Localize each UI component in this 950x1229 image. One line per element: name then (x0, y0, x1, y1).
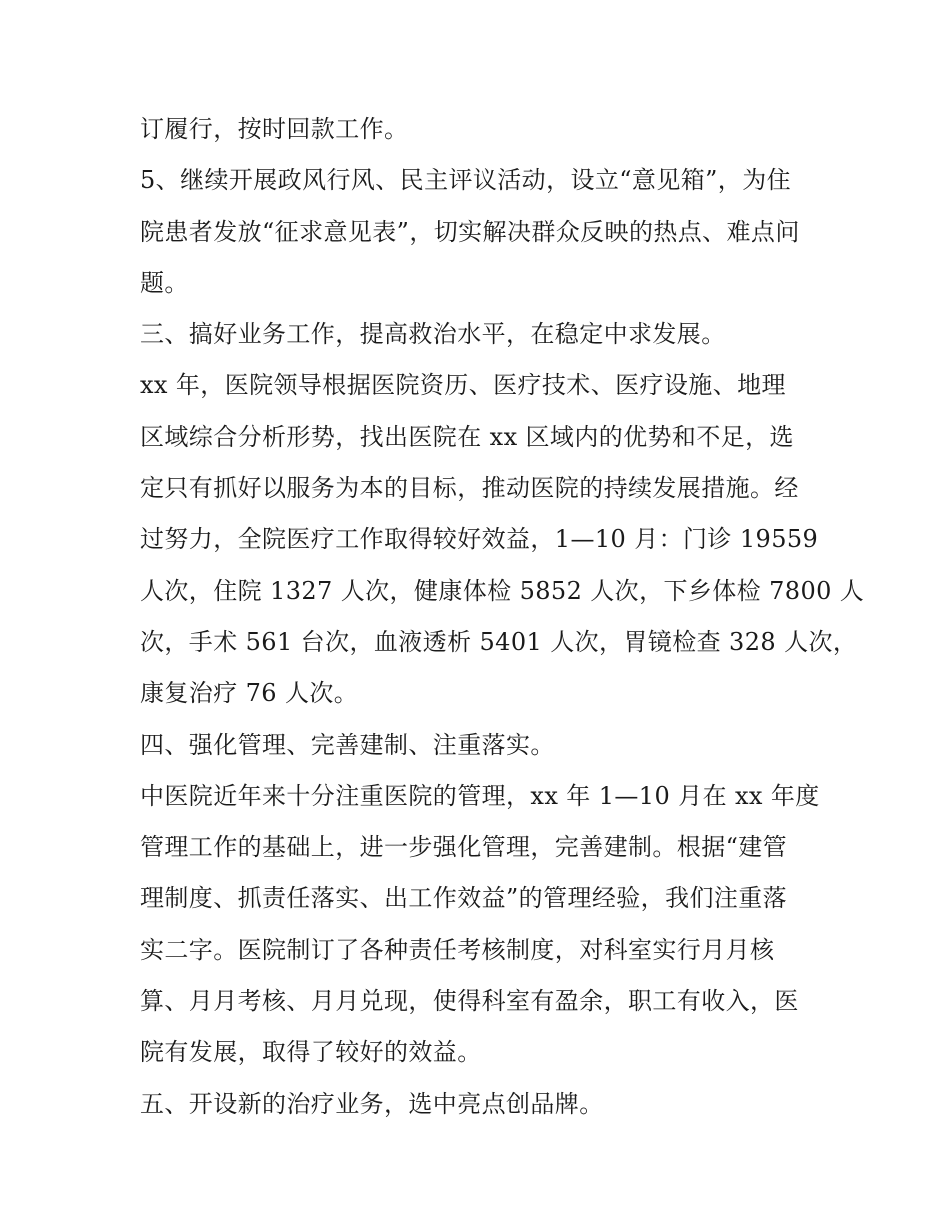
text-line: xx 年，医院领导根据医院资历、医疗技术、医疗设施、地理 (140, 371, 786, 400)
section-heading: 四、强化管理、完善建制、注重落实。 (140, 730, 555, 759)
text-line: 过努力，全院医疗工作取得较好效益，1—10 月：门诊 19559 (140, 525, 819, 554)
text-line: 5、继续开展政风行风、民主评议活动，设立“意见箱”，为住 (140, 166, 792, 195)
document-body (140, 104, 865, 1130)
section-heading: 五、开设新的治疗业务，选中亮点创品牌。 (140, 1089, 604, 1118)
text-line: 实二字。医院制订了各种责任考核制度，对科室实行月月核 (140, 935, 775, 964)
text-line: 院有发展，取得了较好的效益。 (140, 1038, 482, 1067)
text-line: 康复治疗 76 人次。 (140, 679, 359, 708)
text-line: 人次，住院 1327 人次，健康体检 5852 人次，下乡体检 7800 人 (140, 576, 865, 605)
text-line: 管理工作的基础上，进一步强化管理，完善建制。根据“建管 (140, 833, 788, 862)
text-line: 订履行，按时回款工作。 (140, 115, 409, 143)
text-line: 算、月月考核、月月兑现，使得科室有盈余，职工有收入，医 (140, 987, 799, 1016)
text-line: 定只有抓好以服务为本的目标，推动医院的持续发展措施。经 (140, 474, 799, 503)
section-heading: 三、搞好业务工作，提高救治水平，在稳定中求发展。 (140, 320, 726, 349)
text-line: 次，手术 561 台次，血液透析 5401 人次，胃镜检查 328 人次， (140, 627, 858, 656)
text-line: 理制度、抓责任落实、出工作效益”的管理经验，我们注重落 (140, 884, 788, 913)
text-line: 院患者发放“征求意见表”，切实解决群众反映的热点、难点问 (140, 217, 800, 246)
text-line: 中医院近年来十分注重医院的管理，xx 年 1—10 月在 xx 年度 (140, 781, 820, 810)
text-line: 题。 (140, 268, 189, 297)
text-line: 区域综合分析形势，找出医院在 xx 区域内的优势和不足，选 (140, 422, 794, 451)
